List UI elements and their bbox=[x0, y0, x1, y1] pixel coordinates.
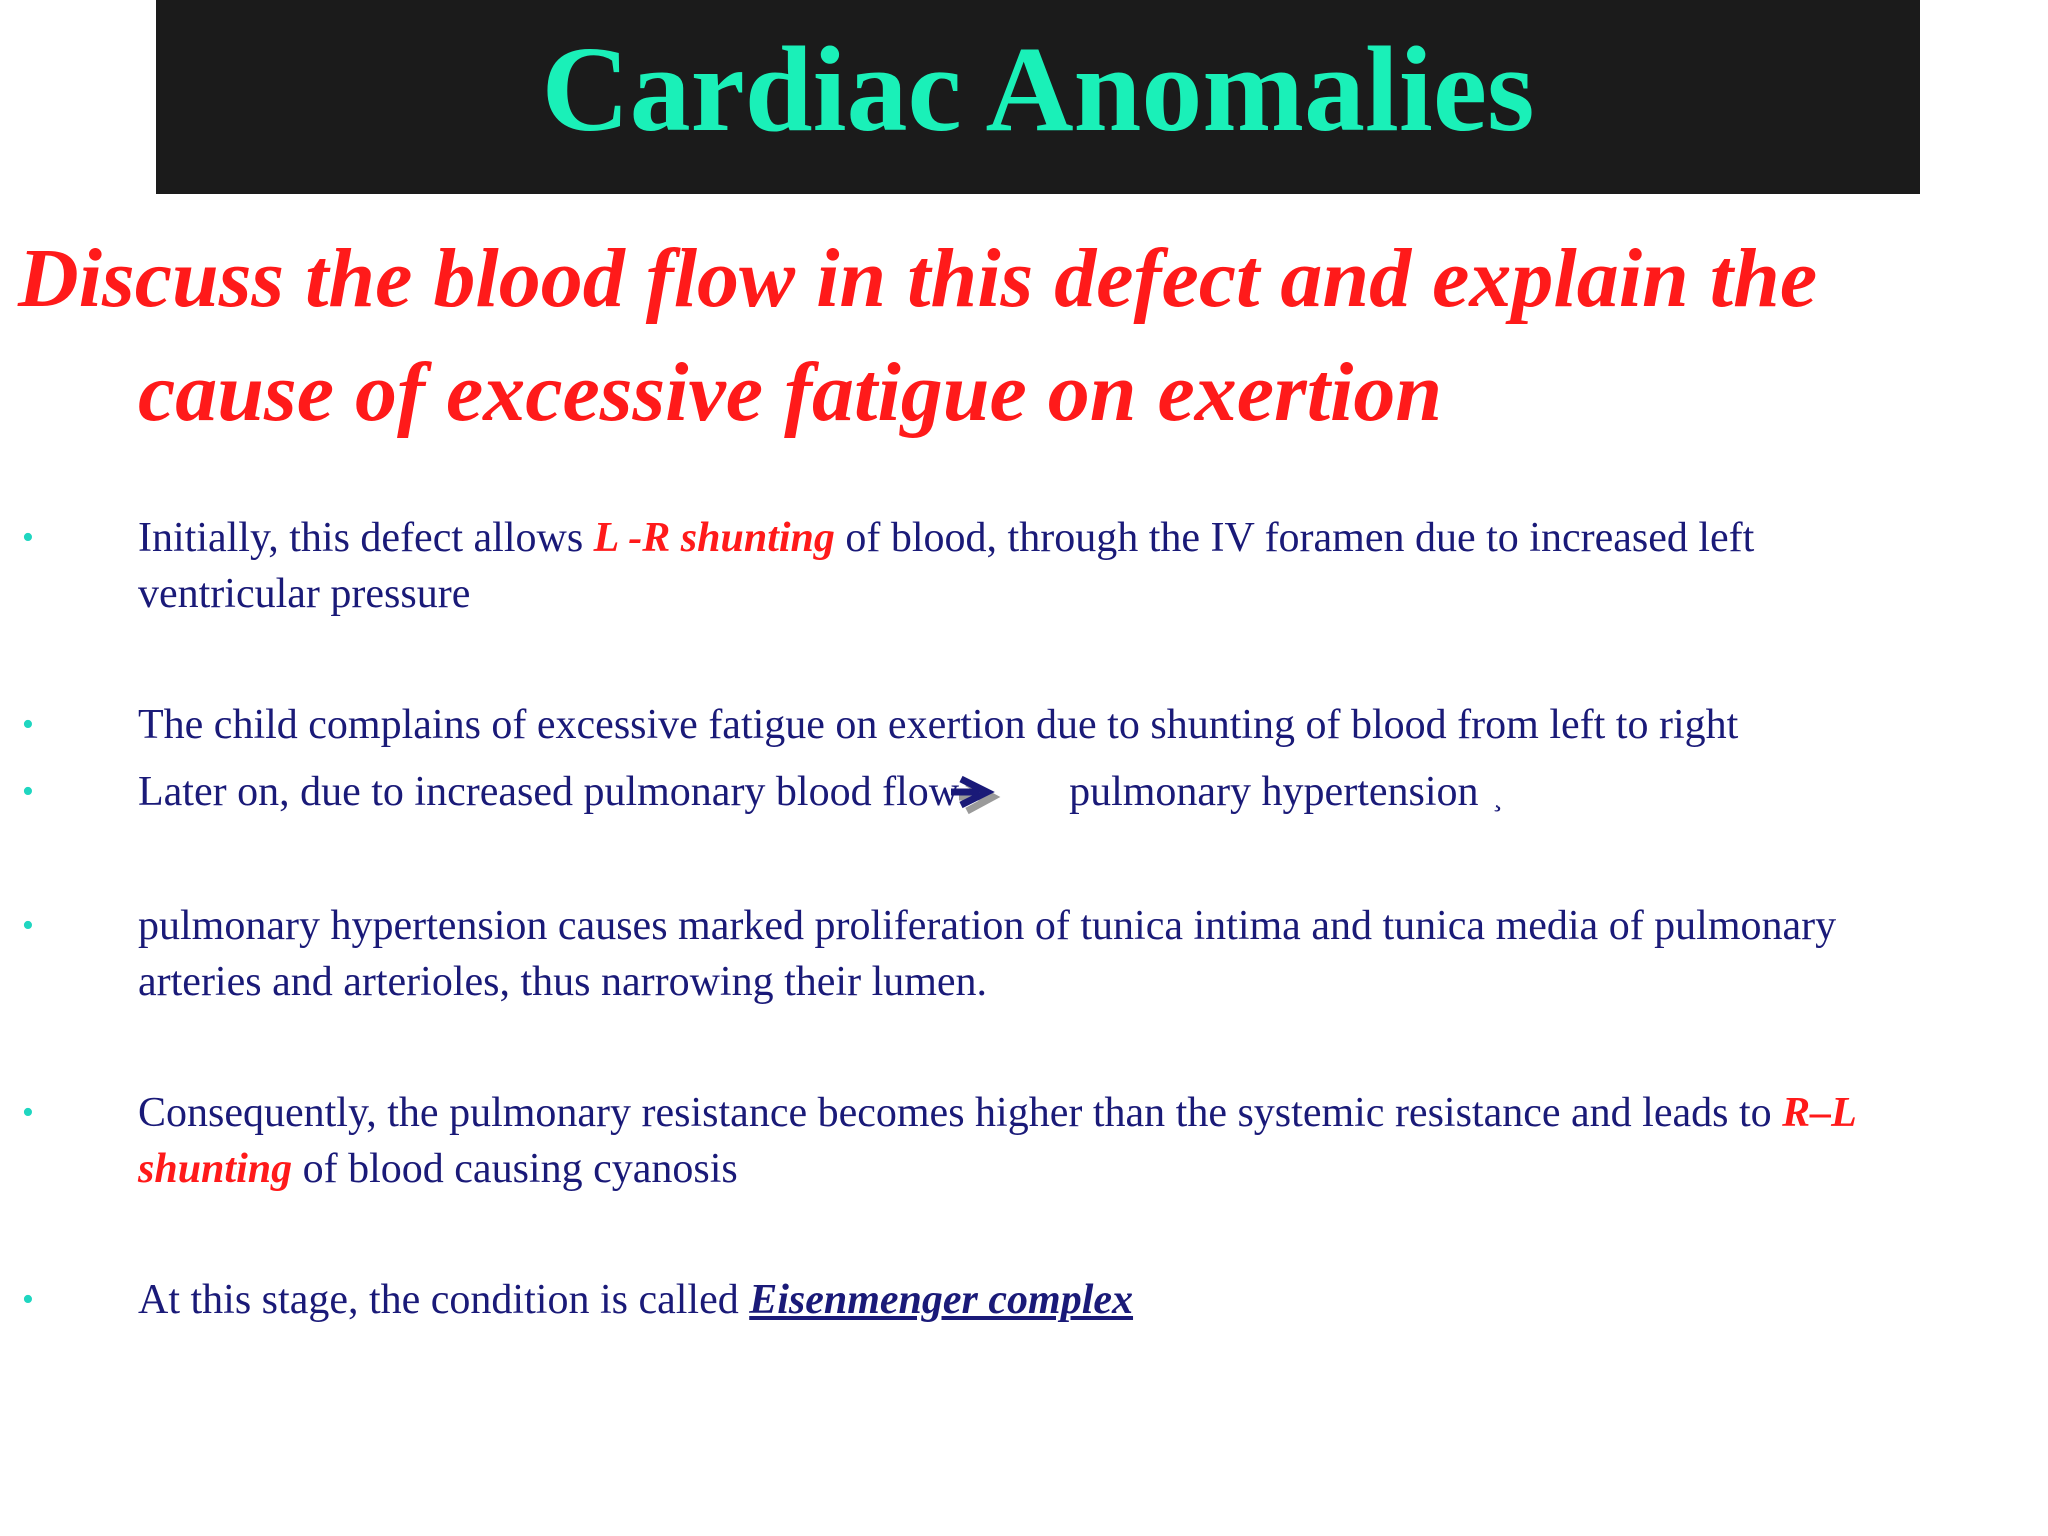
bullet-text-2: The child complains of excessive fatigue on exertion due to shunting of blood from left to right bbox=[138, 702, 1739, 748]
bullet-3-mark: ¸ bbox=[1492, 779, 1503, 812]
right-arrow-icon bbox=[949, 775, 1019, 815]
bullet-4-line-2: arteries and arterioles, thus narrowing their lumen. bbox=[138, 959, 988, 1005]
bullet-3-after: pulmonary hypertension bbox=[1069, 769, 1479, 815]
bullet-marker: • bbox=[22, 706, 34, 743]
bullet-3-before: Later on, due to increased pulmonary blood flow bbox=[138, 769, 960, 815]
r-l-term: R–L bbox=[1782, 1090, 1857, 1136]
bullet-5-after: of blood causing cyanosis bbox=[292, 1146, 738, 1192]
bullet-marker: • bbox=[22, 907, 34, 944]
bullet-marker: • bbox=[22, 1281, 34, 1318]
bullet-5-before: Consequently, the pulmonary resistance becomes higher than the systemic resistance and leads to bbox=[138, 1090, 1783, 1136]
bullet-text-6 bbox=[138, 1272, 2038, 1328]
bullet-1-before: Initially, this defect allows bbox=[138, 515, 594, 561]
title-bar bbox=[156, 0, 1920, 194]
bullet-text-5 bbox=[138, 1085, 2038, 1197]
eisenmenger-complex-link[interactable]: Eisenmenger complex bbox=[749, 1277, 1134, 1323]
bullet-marker: • bbox=[22, 519, 34, 556]
bullet-text-1 bbox=[138, 510, 2038, 622]
bullet-marker: • bbox=[22, 1094, 34, 1131]
shunting-term: shunting bbox=[138, 1146, 293, 1192]
bullet-1-line-2: ventricular pressure bbox=[138, 571, 471, 617]
slide-title: Cardiac Anomalies bbox=[541, 22, 1535, 157]
bullet-text-4 bbox=[138, 898, 2038, 1010]
bullet-text-3 bbox=[138, 764, 2038, 824]
slide-heading bbox=[18, 222, 2028, 450]
heading-line-1: Discuss the blood flow in this defect and explain the bbox=[18, 232, 1818, 325]
bullet-marker: • bbox=[22, 773, 34, 810]
bullet-1-after: of blood, through the IV foramen due to increased left bbox=[845, 515, 1755, 561]
bullet-4-line-1: pulmonary hypertension causes marked proliferation of tunica intima and tunica media of pulmonary bbox=[138, 903, 1837, 949]
l-r-shunting-term: L -R shunting bbox=[593, 515, 835, 561]
heading-line-2: cause of excessive fatigue on exertion bbox=[138, 346, 1443, 439]
bullet-6-before: At this stage, the condition is called bbox=[138, 1277, 750, 1323]
